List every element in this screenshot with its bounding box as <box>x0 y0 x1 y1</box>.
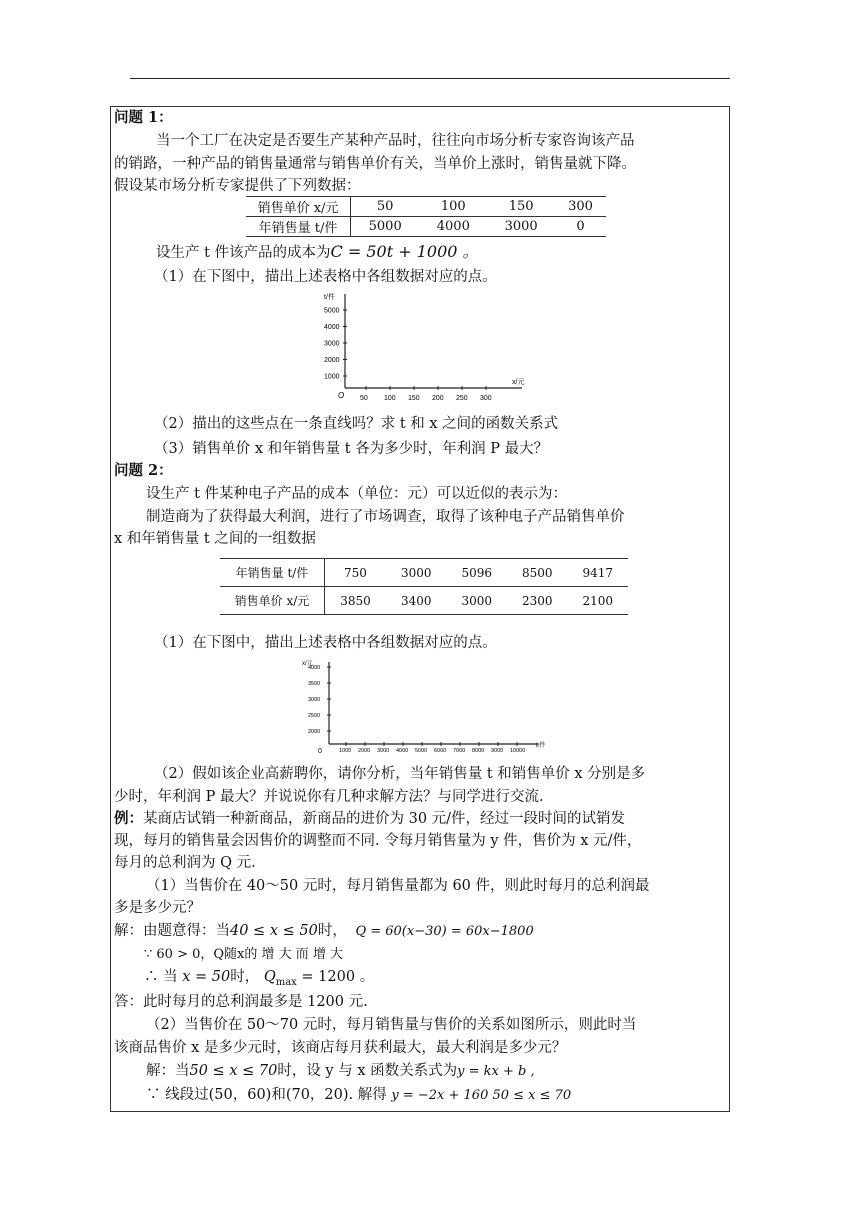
q1-x-tick-label: 150 <box>408 395 420 402</box>
solution2-prefix: 解：当 <box>146 1063 190 1079</box>
q2-sub1: （1）在下图中，描出上述表格中各组数据对应的点。 <box>154 635 497 651</box>
table-cell: 0 <box>576 219 585 234</box>
q2-paragraph-line1: 设生产 t 件某种电子产品的成本（单位：元）可以近似的表示为： <box>146 486 568 502</box>
example-solution2 <box>146 1062 535 1081</box>
q1-table-row1-label: 销售单价 x/元 <box>246 197 351 217</box>
q1-coordinate-grid <box>310 288 540 412</box>
table-cell: 150 <box>508 199 534 214</box>
q2-y-tick-label: 2500 <box>308 713 321 719</box>
q2-coordinate-grid <box>296 656 558 756</box>
table-cell: 3000 <box>461 593 492 608</box>
q1-x-axis-label: x/元 <box>512 379 525 386</box>
q2-origin-label: 0 <box>318 748 322 755</box>
therefore-x: x = 50 <box>182 969 231 985</box>
q2-x-tick-label: 8000 <box>472 748 485 754</box>
q2-x-tick-label: 6000 <box>434 748 447 754</box>
example-solution1 <box>114 922 534 941</box>
q2-sub2-line2: 少时，年利润 P 最大？并说说你有几种求解方法？与同学进行交流. <box>114 789 544 805</box>
solution2-since-text: ∵ 线段过(50，60)和(70，20). 解得 <box>146 1087 387 1103</box>
q2-y-tick-label: 2000 <box>308 729 321 735</box>
q1-y-tick-label: 2000 <box>324 357 340 364</box>
q2-x-tick-label: 9000 <box>491 748 504 754</box>
q1-y-axis-label: t/件 <box>324 294 335 301</box>
example-q1-line1: （1）当售价在 40～50 元时，每月销售量都为 60 件，则此时每月的总利润最 <box>146 878 650 894</box>
therefore-value: = 1200 。 <box>301 969 375 985</box>
q1-data-table <box>246 196 606 237</box>
solution1-mid: 时， <box>317 923 347 939</box>
q1-y-tick-label: 4000 <box>324 324 340 331</box>
table-cell: 300 <box>568 199 593 214</box>
q1-x-tick-label: 300 <box>480 395 492 402</box>
table-cell: 3000 <box>400 565 432 580</box>
solution2-text: 时，设 y 与 x 函数关系式为 <box>277 1063 458 1079</box>
q1-sub2: （2）描出的这些点在一条直线吗？求 t 和 x 之间的函数关系式 <box>154 416 559 432</box>
table-cell: 5000 <box>368 219 402 234</box>
q1-heading: 问题 1： <box>114 109 173 126</box>
q1-y-tick-label: 1000 <box>324 373 340 381</box>
solution2-formula: y = kx + b , <box>457 1064 535 1079</box>
example-q1-line2: 多是多少元？ <box>114 900 201 916</box>
therefore-sub: max <box>275 976 297 988</box>
example-line3: 每月的总利润为 Q 元. <box>114 855 256 871</box>
therefore-q: Q <box>263 969 276 985</box>
table-cell: 750 <box>344 565 367 580</box>
table-cell: 9417 <box>582 565 614 580</box>
q2-paragraph-line2: 制造商为了获得最大利润，进行了市场调查，取得了该种电子产品销售单价 <box>146 509 625 525</box>
q2-x-axis-label: t/件 <box>536 743 546 749</box>
example-solution2-since <box>146 1086 571 1105</box>
q2-heading: 问题 2： <box>114 462 173 479</box>
q2-data-table <box>220 558 628 615</box>
q2-paragraph-line3: x 和年销售量 t 之间的一组数据 <box>114 531 316 547</box>
q2-y-tick-label: 3500 <box>308 681 321 687</box>
solution1-since: ∵ 60 > 0，Q随x的 增 大 而 增 大 <box>144 947 344 962</box>
example-q2-line2: 该商品售价 x 是多少元时，该商店每月获利最大，最大利润是多少元？ <box>114 1040 567 1056</box>
therefore-prefix: ∴ 当 <box>144 969 178 985</box>
therefore-mid: 时， <box>230 969 260 985</box>
table-cell: 3000 <box>504 219 538 234</box>
solution2-since-formula: y = −2x + 160 50 ≤ x ≤ 70 <box>391 1088 572 1103</box>
q2-sub2-line1: （2）假如该企业高薪聘你，请你分析，当年销售量 t 和销售单价 x 分别是多 <box>154 766 646 782</box>
q2-x-tick-label: 5000 <box>415 748 428 754</box>
solution2-condition: 50 ≤ x ≤ 70 <box>189 1063 278 1079</box>
q1-sub1: （1）在下图中，描出上述表格中各组数据对应的点。 <box>154 269 497 285</box>
q2-x-tick-label: 10000 <box>510 748 526 754</box>
solution1-text: 解：由题意得：当 <box>114 923 230 939</box>
example-line2: 现，每月的销售量会因售价的调整而不同. 令每月销售量为 y 件，售价为 x 元/件， <box>114 833 642 849</box>
example-text-line1: 某商店试销一种新商品，新商品的进价为 30 元/件，经过一段时间的试销发 <box>143 811 626 827</box>
q1-origin-label: O <box>338 391 345 400</box>
table-cell: 2100 <box>582 593 614 608</box>
solution1-condition: 40 ≤ x ≤ 50 <box>230 923 318 939</box>
example-q2-line1: （2）当售价在 50～70 元时，每月销售量与售价的关系如图所示，则此时当 <box>146 1017 637 1033</box>
q2-table-row1-label: 年销售量 t/件 <box>220 559 325 587</box>
q1-x-tick-label: 200 <box>432 395 444 402</box>
table-cell: 100 <box>440 199 466 214</box>
q1-cost-text: 设生产 t 件该产品的成本为 <box>156 245 331 261</box>
q1-x-tick-label: 50 <box>360 395 368 402</box>
q2-x-tick-label: 2000 <box>358 748 371 754</box>
table-cell: 3400 <box>400 593 432 608</box>
solution1-formula: Q = 60(x−30) = 60x−1800 <box>355 924 534 939</box>
q2-y-tick-label: 4000 <box>308 665 321 671</box>
table-cell: 2300 <box>521 593 553 608</box>
header-rule <box>130 78 730 79</box>
table-cell: 3850 <box>340 593 371 608</box>
q2-x-tick-label: 4000 <box>396 748 409 754</box>
q1-paragraph-line1: 当一个工厂在决定是否要生产某种产品时，往往向市场分析专家咨询该产品 <box>156 133 635 149</box>
example-label: 例： <box>114 810 143 827</box>
q1-table-row2-label: 年销售量 t/件 <box>246 217 351 237</box>
solution1-therefore <box>144 968 374 992</box>
q1-x-tick-label: 100 <box>384 395 396 402</box>
q2-x-tick-label: 7000 <box>453 748 466 754</box>
q1-cost-line <box>156 243 479 262</box>
example-line1 <box>114 810 625 828</box>
q2-table-row2-label: 销售单价 x/元 <box>220 587 325 615</box>
q1-sub3: （3）销售单价 x 和年销售量 t 各为多少时，年利润 P 最大？ <box>154 441 549 457</box>
table-cell: 8500 <box>521 565 553 580</box>
q1-y-tick-label: 3000 <box>324 340 340 348</box>
table-cell: 5096 <box>461 565 492 580</box>
q1-x-tick-label: 250 <box>456 395 468 402</box>
q2-y-tick-label: 3000 <box>308 697 321 703</box>
q1-cost-formula: C = 50t + 1000 。 <box>330 242 479 261</box>
q1-y-tick-label: 5000 <box>324 307 340 315</box>
example-answer1: 答：此时每月的总利润最多是 1200 元. <box>114 994 368 1010</box>
q2-y-axis-label: x/元 <box>302 661 313 667</box>
table-cell: 50 <box>376 199 394 214</box>
q1-paragraph-line2: 的销路，一种产品的销售量通常与销售单价有关，当单价上涨时，销售量就下降。 <box>114 156 636 172</box>
q2-x-tick-label: 3000 <box>377 748 390 754</box>
q2-x-tick-label: 1000 <box>339 748 352 754</box>
q1-paragraph-line3: 假设某市场分析专家提供了下列数据： <box>114 178 361 194</box>
table-cell: 4000 <box>436 219 470 234</box>
